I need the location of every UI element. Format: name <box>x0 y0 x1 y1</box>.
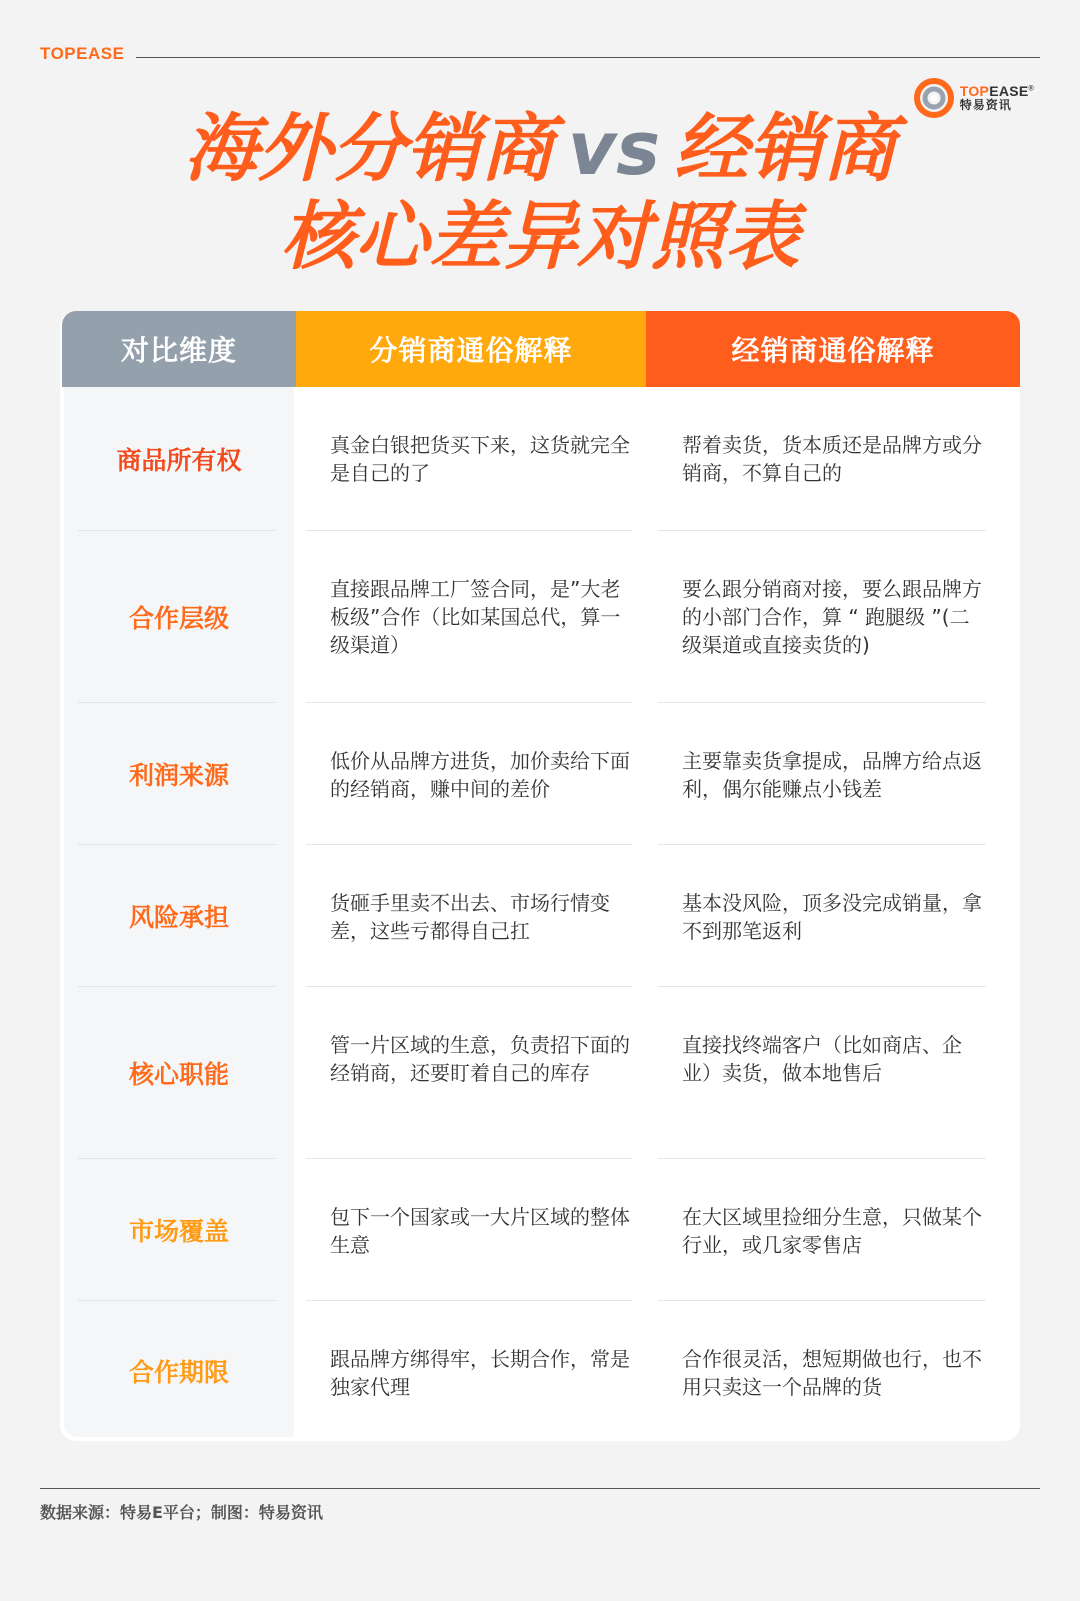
dealer-cell: 主要靠卖货拿提成，品牌方给点返利，偶尔能赚点小钱差 <box>682 749 982 801</box>
distributor-cell: 包下一个国家或一大片区域的整体生意 <box>330 1205 630 1257</box>
table-row <box>60 987 1020 1159</box>
dealer-cell: 基本没风险，顶多没完成销量，拿不到那笔返利 <box>682 891 982 943</box>
dealer-cell: 合作很灵活，想短期做也行，也不用只卖这一个品牌的货 <box>682 1347 982 1399</box>
dealer-cell: 直接找终端客户（比如商店、企业）卖货，做本地售后 <box>682 1033 962 1085</box>
row-dimension: 市场覆盖 <box>128 1217 229 1246</box>
row-dimension: 商品所有权 <box>116 446 242 475</box>
logo-wordmark: TOPEASE® <box>959 83 1034 100</box>
table-row <box>60 531 1020 703</box>
row-dimension: 风险承担 <box>128 903 229 932</box>
distributor-cell: 管一片区域的生意，负责招下面的经销商，还要盯着自己的库存 <box>330 1033 630 1085</box>
distributor-cell: 直接跟品牌工厂签合同，是”大老板级”合作（比如某国总代，算一级渠道） <box>330 577 621 657</box>
row-dimension: 合作期限 <box>128 1358 229 1387</box>
top-divider <box>136 57 1040 58</box>
dealer-cell: 帮着卖货，货本质还是品牌方或分销商，不算自己的 <box>682 433 982 485</box>
row-dimension: 合作层级 <box>128 604 229 633</box>
header-distributor: 分销商通俗解释 <box>296 311 646 387</box>
table-row <box>60 1159 1020 1301</box>
data-source: 数据来源：特易E平台；制图：特易资讯 <box>40 1503 323 1522</box>
table-row <box>60 703 1020 845</box>
distributor-cell: 真金白银把货买下来，这货就完全是自己的了 <box>330 433 630 485</box>
table-row <box>60 387 1020 531</box>
header-dimension: 对比维度 <box>62 311 296 387</box>
distributor-cell: 跟品牌方绑得牢，长期合作，常是独家代理 <box>330 1347 630 1399</box>
dealer-cell: 在大区域里捡细分生意，只做某个行业，或几家零售店 <box>682 1205 982 1257</box>
brand-label: TOPEASE <box>40 44 125 63</box>
comparison-table <box>60 311 1020 1441</box>
page-title-line-1: 海外分销商 vs 经销商 <box>183 106 897 192</box>
distributor-cell: 低价从品牌方进货，加价卖给下面的经销商，赚中间的差价 <box>330 749 630 801</box>
table-row <box>60 845 1020 987</box>
logo-chinese-name: 特易资讯 <box>959 98 1012 113</box>
page-title-line-2: 核心差异对照表 <box>281 194 799 280</box>
vs-label: vs <box>567 106 661 192</box>
header-dealer: 经销商通俗解释 <box>646 311 1020 387</box>
dealer-cell: 要么跟分销商对接，要么跟品牌方的小部门合作，算 “ 跑腿级 ”(二级渠道或直接卖货的) <box>682 577 982 657</box>
bottom-divider <box>40 1488 1040 1489</box>
table-row <box>60 1301 1020 1437</box>
row-dimension: 核心职能 <box>128 1060 229 1089</box>
distributor-cell: 货砸手里卖不出去、市场行情变差，这些亏都得自己扛 <box>330 891 610 943</box>
row-dimension: 利润来源 <box>128 761 229 790</box>
